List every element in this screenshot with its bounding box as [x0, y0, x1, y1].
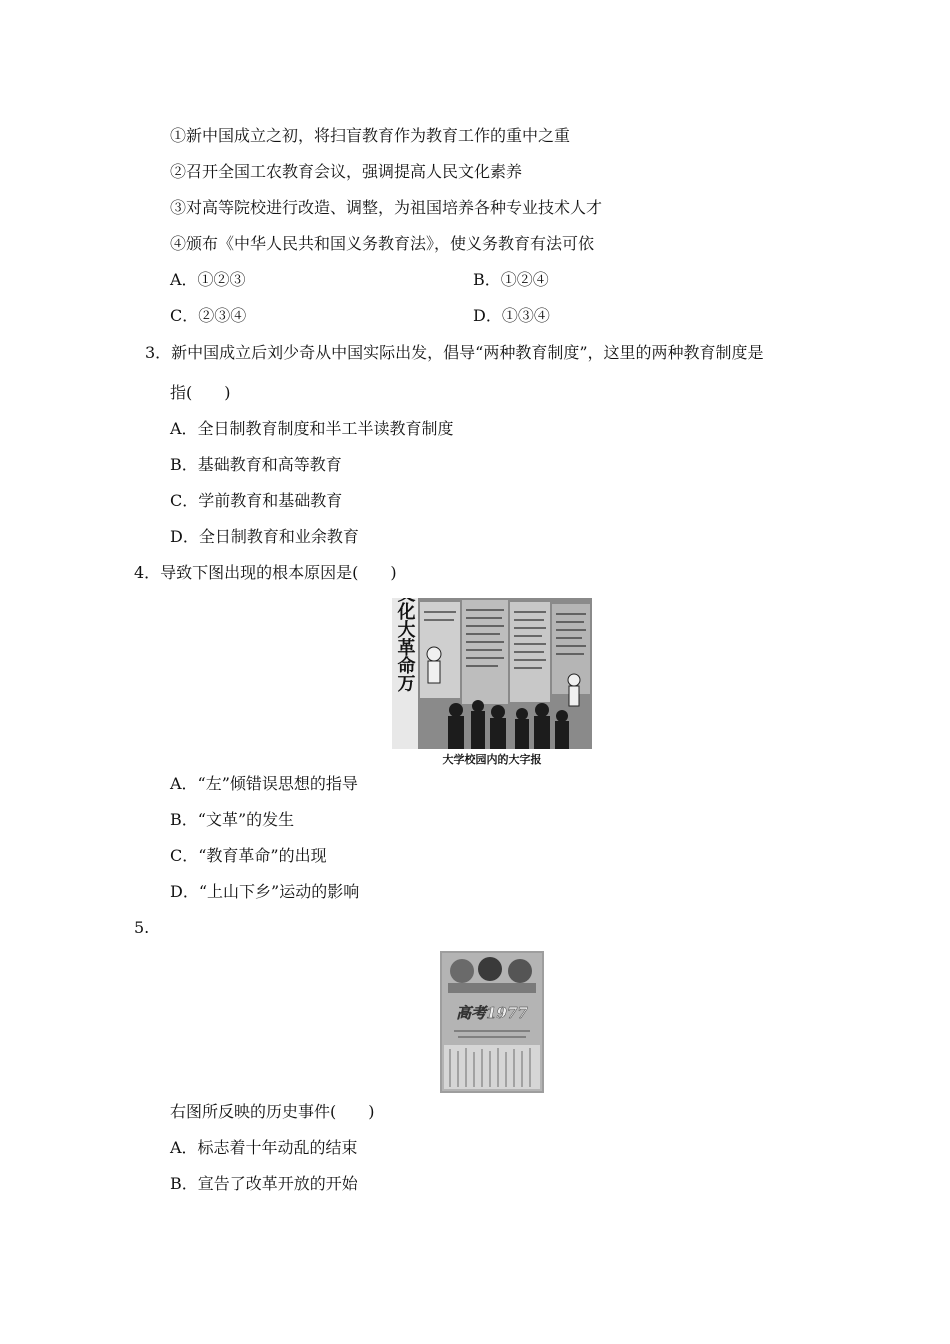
big-character-poster-photo — [392, 598, 592, 749]
q3-stem-line1: 3．新中国成立后刘少奇从中国实际出发，倡导“两种教育制度”，这里的两种教育制度是 — [145, 343, 764, 362]
q3-stem-line2: 指( ) — [170, 383, 231, 402]
q3-option-b: B．基础教育和高等教育 — [170, 455, 342, 474]
q5-stem: 右图所反映的历史事件( ) — [170, 1102, 375, 1121]
q5-number: 5. — [134, 918, 150, 937]
q2-item-1: ①新中国成立之初，将扫盲教育作为教育工作的重中之重 — [170, 126, 571, 145]
q2-option-b: B．①②④ — [473, 270, 549, 289]
q2-item-2: ②召开全国工农教育会议，强调提高人民文化素养 — [170, 162, 523, 181]
movie-poster-image — [440, 951, 544, 1093]
q5-option-b: B．宣告了改革开放的开始 — [170, 1174, 358, 1193]
q2-item-3: ③对高等院校进行改造、调整，为祖国培养各种专业技术人才 — [170, 198, 603, 217]
q2-option-a: A．①②③ — [170, 270, 246, 289]
q3-option-c: C．学前教育和基础教育 — [170, 491, 343, 510]
q5-option-a: A．标志着十年动乱的结束 — [170, 1138, 358, 1157]
poster-title-text: 高考1977 — [456, 1004, 528, 1022]
q2-option-d: D．①③④ — [473, 306, 550, 325]
q4-stem: 4．导致下图出现的根本原因是( ) — [134, 563, 397, 582]
q4-option-d: D．“上山下乡”运动的影响 — [170, 882, 360, 901]
poster-slogan-text: 无产阶级文化大革命万 — [394, 598, 416, 692]
q2-item-4: ④颁布《中华人民共和国义务教育法》，使义务教育有法可依 — [170, 234, 595, 253]
q4-option-a: A．“左”倾错误思想的指导 — [170, 774, 358, 793]
q2-option-c: C．②③④ — [170, 306, 247, 325]
photo-caption: 大学校园内的大字报 — [442, 753, 542, 766]
q4-option-c: C．“教育革命”的出现 — [170, 846, 327, 865]
q3-option-d: D．全日制教育和业余教育 — [170, 527, 359, 546]
q4-option-b: B．“文革”的发生 — [170, 810, 295, 829]
q3-option-a: A．全日制教育制度和半工半读教育制度 — [170, 419, 454, 438]
